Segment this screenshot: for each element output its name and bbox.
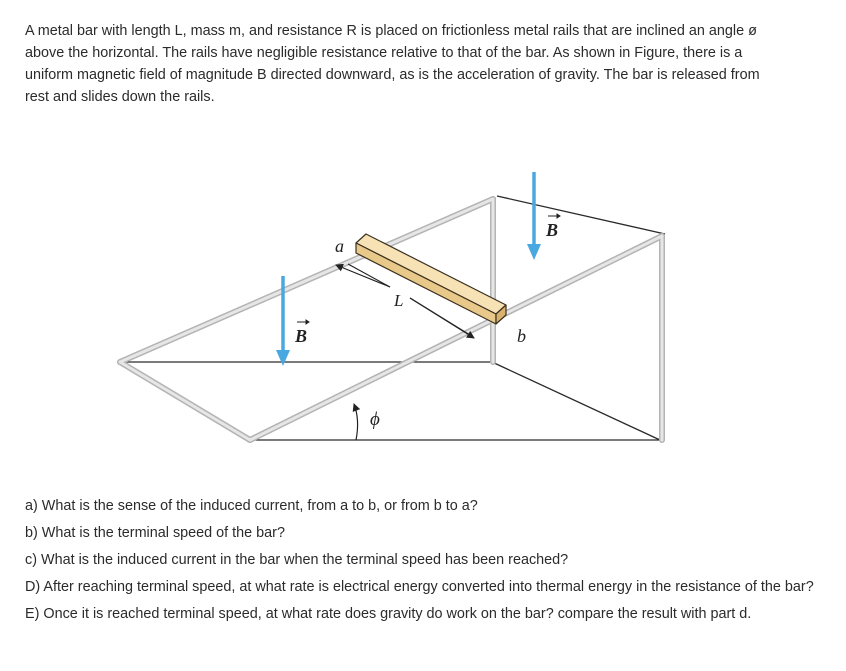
problem-statement: A metal bar with length L, mass m, and resistance R is placed on frictionless metal rails that are inclined an angle ø above the horizontal. The rails have negligible resistance relative to that of the bar. As shown in Figure, there is a uniform magnetic field of magnitude B directed downward, as is the acceleration of gravity. The bar is released from rest and slides down the rails. [25,23,760,105]
question-a: a) What is the sense of the induced current, from a to b, or from b to a? [25,498,478,514]
question-b: b) What is the terminal speed of the bar? [25,525,285,541]
angle-arc [354,404,358,440]
base-lines [120,196,665,440]
question-c: c) What is the induced current in the bar when the terminal speed has been reached? [25,552,569,568]
label-phi: ϕ [370,409,380,430]
question-list [25,497,825,632]
figure-svg [0,150,846,450]
question-e: E) Once it is reached terminal speed, at what rate does gravity do work on the bar? compare the result with part d. [25,606,752,622]
label-a: a [335,236,344,256]
label-L: L [394,291,404,310]
label-B-left: B [295,326,308,346]
label-b: b [517,326,526,346]
field-arrow-right [527,172,541,260]
question-d: D) After reaching terminal speed, at what rate is electrical energy converted into thermal energy in the resistance of the bar? [25,579,814,595]
incline-rails-figure [0,150,846,450]
label-B-right: B [546,220,559,240]
